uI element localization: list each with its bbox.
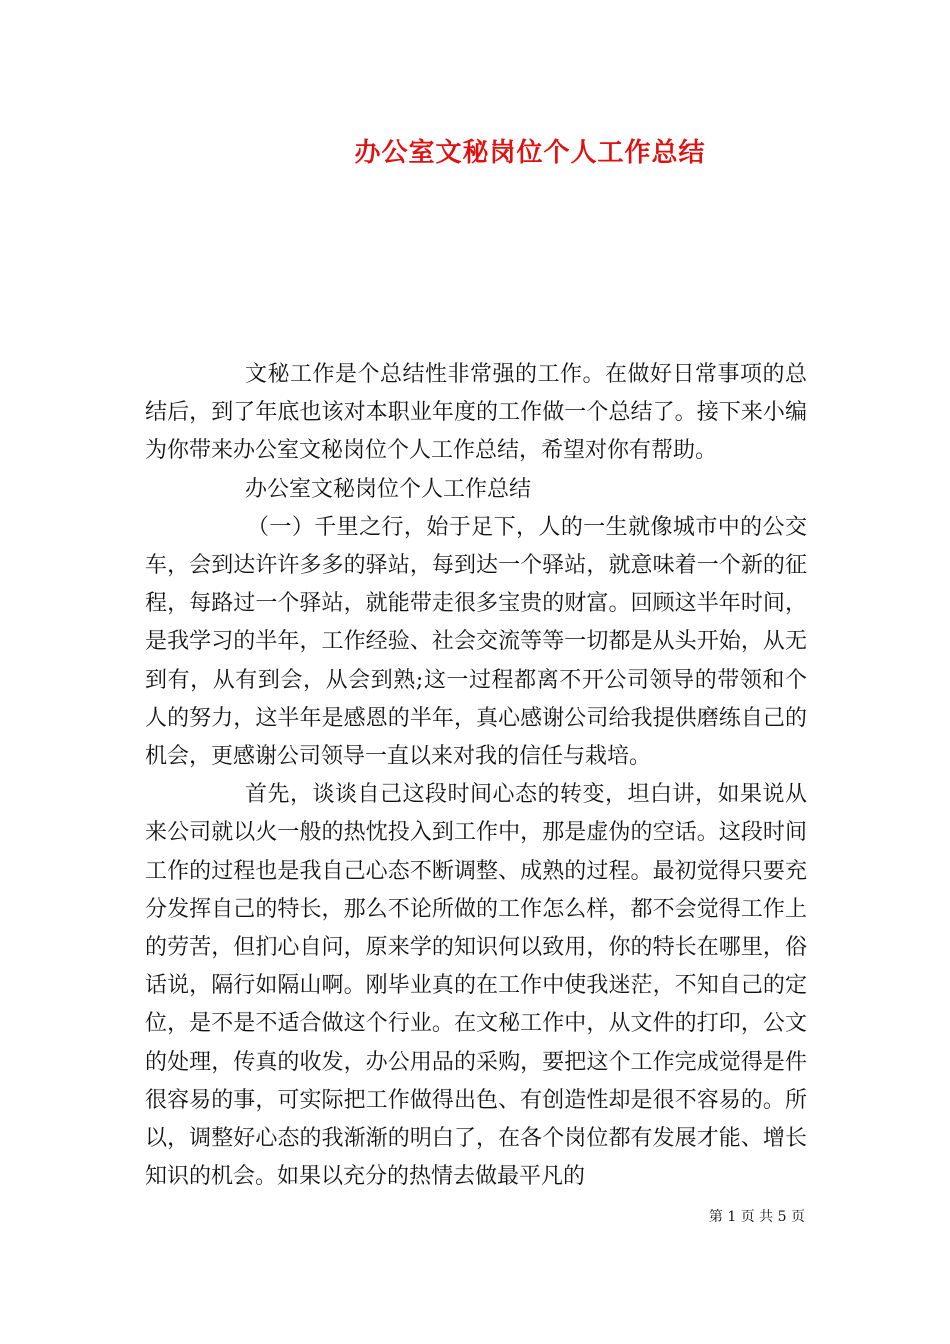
intro-paragraph: 文秘工作是个总结性非常强的工作。在做好日常事项的总结后，到了年底也该对本职业年度的工作做一个总结了。接下来小编为你带来办公室文秘岗位个人工作总结，希望对你有帮助。 [145,362,807,464]
page-footer: 第 1 页 共 5 页 [708,1209,805,1225]
section-heading: 办公室文秘岗位个人工作总结 [245,476,532,502]
document-title: 办公室文秘岗位个人工作总结 [354,138,706,168]
paragraph-one: （一）千里之行，始于足下，人的一生就像城市中的公交车，会到达许许多多的驿站，每到达一个驿站，就意味着一个新的征程，每路过一个驿站，就能带走很多宝贵的财富。回顾这半年时间，是我学习的半年，工作经验、社会交流等等一切都是从头开始，从无到有，从有到会，从会到熟;这一过程都离不开公司领导的带领和个人的努力，这半年是感恩的半年，真心感谢公司给我提供磨练自己的机会，更感谢公司领导一直以来对我的信任与栽培。 [145,514,807,770]
paragraph-two: 首先，谈谈自己这段时间心态的转变，坦白讲，如果说从来公司就以火一般的热忱投入到工作中，那是虚伪的空话。这段时间工作的过程也是我自己心态不断调整、成熟的过程。最初觉得只要充分发挥自己的特长，那么不论所做的工作怎么样，都不会觉得工作上的劳苦，但扪心自问，原来学的知识何以致用，你的特长在哪里，俗话说，隔行如隔山啊。刚毕业真的在工作中使我迷茫，不知自己的定位，是不是不适合做这个行业。在文秘工作中，从文件的打印，公文的处理，传真的收发，办公用品的采购，要把这个工作完成觉得是件很容易的事，可实际把工作做得出色、有创造性却是很不容易的。所以，调整好心态的我渐渐的明白了，在各个岗位都有发展才能、增长知识的机会。如果以充分的热情去做最平凡的 [145,782,807,1190]
document-body [145,356,807,1196]
